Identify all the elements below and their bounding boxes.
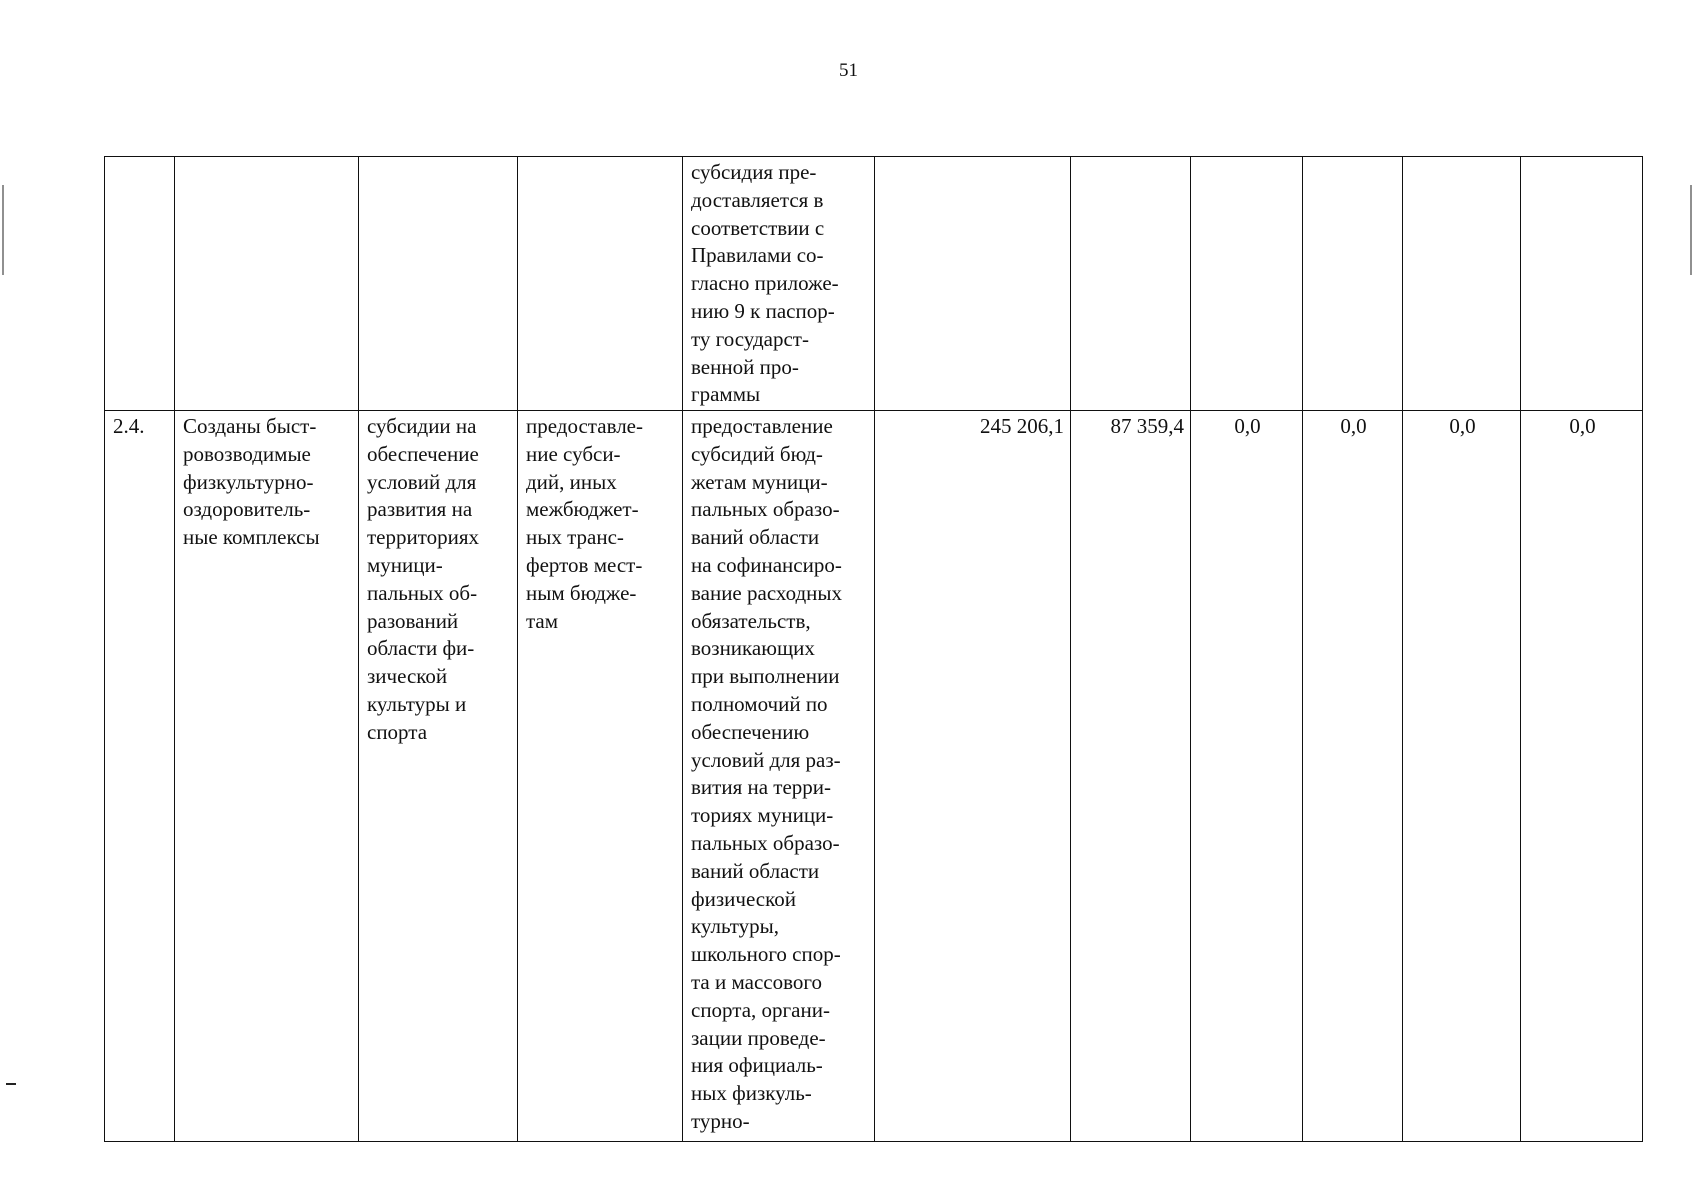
cell-empty: [1521, 157, 1643, 411]
cell-empty: [875, 157, 1071, 411]
value-cell: 0,0: [1403, 411, 1521, 1142]
row-description: предоставление субсидий бюд- жетам муници- пальных образо- ваний области на софинансиро- вание расходных обязательств, возникающих при выполнении полномочий по обеспечению условий для раз- вития на терри- ториях муници- пальных образо- ваний области физической культуры, школьного спор- та и массового спорта, органи- зации проведе- ния официаль- ных физкуль- турно-: [683, 411, 875, 1142]
scan-edge-mark: [2, 185, 4, 275]
continuation-row: [105, 157, 1643, 411]
value-cell: 0,0: [1521, 411, 1643, 1142]
cell-empty: [1071, 157, 1191, 411]
value-cell: 245 206,1: [875, 411, 1071, 1142]
cell-empty: [1191, 157, 1303, 411]
row-result: Созданы быст- ровозводимые физкультурно- оздоровитель- ные комплексы: [175, 411, 359, 1142]
continuation-description: субсидия пре- доставляется в соответствии с Правилами со- гласно приложе- нию 9 к паспор- ту государст- венной про- граммы: [683, 157, 875, 411]
cell-empty: [1403, 157, 1521, 411]
program-table: [104, 156, 1643, 1142]
cell-empty: [175, 157, 359, 411]
scan-edge-mark: [1690, 185, 1692, 275]
cell-empty: [518, 157, 683, 411]
row-subsidy: субсидии на обеспечение условий для развития на территориях муници- пальных об- разований области фи- зической культуры и спорта: [359, 411, 518, 1142]
value-cell: 87 359,4: [1071, 411, 1191, 1142]
row-number: 2.4.: [105, 411, 175, 1142]
row-2-4: [105, 411, 1643, 1142]
cell-empty: [359, 157, 518, 411]
cell-empty: [1303, 157, 1403, 411]
row-mechanism: предоставле- ние субси- дий, иных межбюджет- ных транс- фертов мест- ным бюдже- там: [518, 411, 683, 1142]
cell-empty: [105, 157, 175, 411]
value-cell: 0,0: [1191, 411, 1303, 1142]
value-cell: 0,0: [1303, 411, 1403, 1142]
page-number: 51: [839, 60, 858, 81]
scan-edge-mark: [6, 1083, 16, 1085]
